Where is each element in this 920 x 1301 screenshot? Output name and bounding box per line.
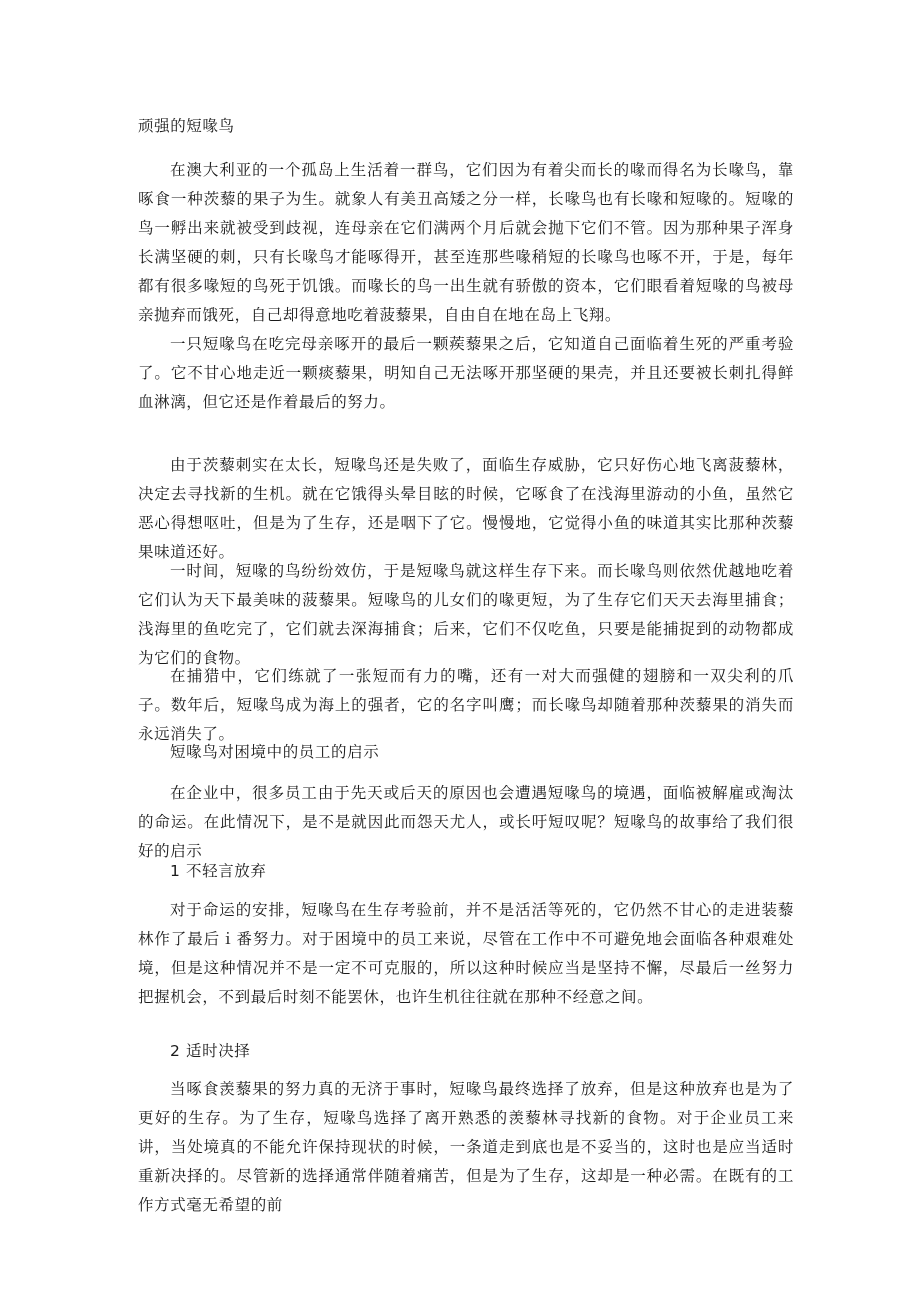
point-heading: 2 适时决择	[170, 1042, 251, 1060]
section-heading: 短喙鸟对困境中的员工的启示	[170, 743, 380, 761]
paragraph: 当啄食羡藜果的努力真的无济于事时，短喙鸟最终选择了放弃，但是这种放弃也是为了更好的生存。为了生存，短喙鸟选择了离开熟悉的羡藜林寻找新的食物。对于企业员工来讲，当处境真的不能允许保持现状的时候，一条道走到底也是不妥当的，这时也是应当适时重新决择的。尽管新的选择通常伴随着痛苦，但是为了生存，这却是一种必需。在既有的工作方式毫无希望的前	[138, 1080, 794, 1214]
point-heading: 1 不轻言放弃	[170, 862, 267, 880]
paragraph: 在企业中，很多员工由于先天或后天的原因也会遭遇短喙鸟的境遇，面临被解雇或淘汰的命运。在此情况下，是不是就因此而怨天尤人，或长吁短叹呢？短喙鸟的故事给了我们很好的启示	[138, 784, 794, 860]
document-title: 顽强的短喙鸟	[138, 117, 235, 135]
paragraph: 在捕猎中，它们练就了一张短而有力的嘴，还有一对大而强健的翅膀和一双尖利的爪子。数年后，短喙鸟成为海上的强者，它的名字叫鹰；而长喙鸟却随着那种茨藜果的消失而永远消失了。	[138, 667, 794, 743]
paragraph: 由于茨藜刺实在太长，短喙鸟还是失败了，面临生存威胁，它只好伤心地飞离菠藜林，决定去寻找新的生机。就在它饿得头晕目眩的时候，它啄食了在浅海里游动的小鱼，虽然它恶心得想呕吐，但是为了生存，还是咽下了它。慢慢地，它觉得小鱼的味道其实比那种茨藜果味道还好。	[138, 456, 794, 561]
paragraph: 一只短喙鸟在吃完母亲啄开的最后一颗蒺藜果之后，它知道自己面临着生死的严重考验了。它不甘心地走近一颗痰藜果，明知自己无法啄开那坚硬的果壳，并且还要被长刺扎得鲜血淋漓，但它还是作着最后的努力。	[138, 335, 794, 411]
paragraph: 在澳大利亚的一个孤岛上生活着一群鸟，它们因为有着尖而长的喙而得名为长喙鸟，靠啄食一种茨藜的果子为生。就象人有美丑高矮之分一样，长喙鸟也有长喙和短喙的。短喙的鸟一孵出来就被受到歧视，连母亲在它们满两个月后就会抛下它们不管。因为那种果子浑身长满坚硬的刺，只有长喙鸟才能啄得开，甚至连那些喙稍短的长喙鸟也啄不开，于是，每年都有很多喙短的鸟死于饥饿。而喙长的鸟一出生就有骄傲的资本，它们眼看着短喙的鸟被母亲抛弃而饿死，自己却得意地吃着菠藜果，自由自在地在岛上飞翔。	[138, 161, 794, 324]
paragraph: 对于命运的安排，短喙鸟在生存考验前，并不是活活等死的，它仍然不甘心的走进装藜林作了最后ｉ番努力。对于困境中的员工来说，尽管在工作中不可避免地会面临各种艰难处境，但是这种情况并不是一定不可克服的，所以这种时候应当是坚持不懈，尽最后一丝努力把握机会，不到最后时刻不能罢休，也许生机往往就在那种不经意之间。	[138, 901, 794, 1006]
paragraph: 一时间，短喙的鸟纷纷效仿，于是短喙鸟就这样生存下来。而长喙鸟则依然优越地吃着它们认为天下最美味的菠藜果。短喙鸟的儿女们的喙更短，为了生存它们天天去海里捕食；浅海里的鱼吃完了，它们就去深海捕食；后来，它们不仅吃鱼，只要是能捕捉到的动物都成为它们的食物。	[138, 562, 794, 667]
